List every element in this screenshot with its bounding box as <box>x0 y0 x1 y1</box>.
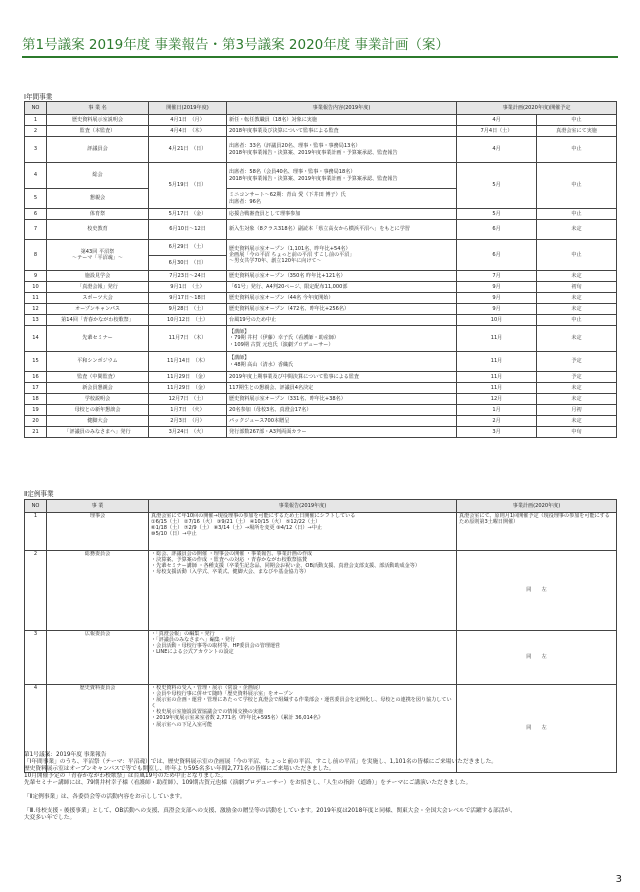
table-row <box>25 137 617 163</box>
table-row <box>25 240 617 256</box>
row-no: 21 <box>25 427 47 438</box>
report-content: 歴史資料展示室オープン（350名 昨年比+121名） <box>227 271 457 282</box>
plan-date: 9月 <box>457 293 537 304</box>
row-no: 2 <box>25 551 47 631</box>
plan-status: 中止 <box>537 209 617 220</box>
event-date: 11月7日 （木） <box>149 326 227 352</box>
table-row <box>25 383 617 394</box>
plan-content: 真澄会室にて、原則月1回開催予定（現役理事の参加を可能にするため原則第3土曜日開催） <box>457 513 617 551</box>
plan-date: 5月 <box>457 209 537 220</box>
event-name: 評議員会 <box>47 137 149 163</box>
event-name: 総務委員会 <box>47 551 149 631</box>
plan-date: 11月 <box>457 383 537 394</box>
event-date: 6月30日 （日） <box>149 256 227 271</box>
event-name: 監査（本監査） <box>47 126 149 137</box>
report-content: ミニコンサート〜62期：青山 愛（下井田 博子）氏 出席者：96名 <box>227 189 457 209</box>
event-date: 4月1日 （月） <box>149 115 227 126</box>
row-no: 20 <box>25 416 47 427</box>
event-date: 5月17日 （金） <box>149 209 227 220</box>
report-content: 歴史資料展示室オープン（44名 今年度開始） <box>227 293 457 304</box>
annual-events-table <box>24 101 617 438</box>
report-content: 【講師】 ・79期 井村（伊藤）幸子氏（看護師・助産師） ・109期 古賀 元也氏（演劇プロデューサー） <box>227 326 457 352</box>
table-row <box>25 282 617 293</box>
row-no: 9 <box>25 271 47 282</box>
row-no: 16 <box>25 372 47 383</box>
report-notes <box>24 752 616 822</box>
row-no: 19 <box>25 405 47 416</box>
event-date: 5月19日 （日） <box>149 163 227 209</box>
table-row <box>25 304 617 315</box>
event-date: 12月7日 （土） <box>149 394 227 405</box>
table-row <box>25 405 617 416</box>
event-date: 6月10日〜12日 <box>149 220 227 240</box>
event-name: 新会員懇親会 <box>47 383 149 394</box>
row-no: 4 <box>25 685 47 773</box>
event-date: 1月7日 （火） <box>149 405 227 416</box>
plan-date: 6月 <box>457 220 537 240</box>
row-no: 4 <box>25 163 47 189</box>
plan-content: 同 左 <box>457 685 617 773</box>
plan-status: 中止 <box>537 240 617 271</box>
plan-status: 中止 <box>537 315 617 326</box>
event-name: 理事会 <box>47 513 149 551</box>
col-header-report: 事業報告内容(2019年度) <box>227 102 457 115</box>
table-row <box>25 315 617 326</box>
row-no: 2 <box>25 126 47 137</box>
event-name: 歴史資料展示室説明会 <box>47 115 149 126</box>
event-date: 4月4日 （木） <box>149 126 227 137</box>
row-no: 8 <box>25 240 47 271</box>
plan-date: 5月 <box>457 163 537 209</box>
event-name: スポーツ大会 <box>47 293 149 304</box>
event-date: 2月3日 （月） <box>149 416 227 427</box>
report-content: ・「真澄会報」の編集・発行 ・「評議員のみなさまへ」編集・発行 ・会員活動・母校行事等の取材等、HP委員会の管理運営 ・LINEによる公式アカウントの設定 <box>149 631 457 685</box>
event-name: 健脚大会 <box>47 416 149 427</box>
table-row <box>25 220 617 240</box>
col-header-plan: 事業計画(2020年度) <box>457 500 617 513</box>
plan-date: 3月 <box>457 427 537 438</box>
plan-status: 未定 <box>537 326 617 352</box>
section-heading-annual: Ⅰ年間事業 <box>24 93 53 101</box>
note-line <box>24 787 616 794</box>
report-content: パックジュース700本贈呈 <box>227 416 457 427</box>
note-line: 「Ⅰ年間事業」のうち、平沼祭（テーマ：平沼魂）では、歴史資料展示室の企画展「今の平沼、ちょっと前の平沼、すこし前の平沼」を実施し、1,101名の皆様にご来場いただきました。 <box>24 759 497 765</box>
report-content: 出席者：58名（会員40名、理事・監事・事務局18名） 2018年度事業報告・決算案、2019年度事業計画・予算案承認、監査報告 <box>227 163 457 189</box>
event-name: 「評議員のみなさまへ」発行 <box>47 427 149 438</box>
table-row <box>25 209 617 220</box>
table-row <box>25 326 617 352</box>
event-date: 11月14日 （木） <box>149 352 227 372</box>
report-content: 歴史資料展示室オープン（1,101名、昨年比+54名） 企画展「今の平沼 ちょっと前の平沼 すこし前の平沼」 〜男女共学70年、創立120年に向けて〜 <box>227 240 457 271</box>
event-name: 第43回 平沼祭 〜テーマ「平沼魂」〜 <box>47 240 149 271</box>
row-no: 13 <box>25 315 47 326</box>
report-content: 出席者：33名（評議員20名、理事・監事・事務局13名） 2018年度事業報告・決算案、2019年度事業計画・予算案承認、監査報告 <box>227 137 457 163</box>
report-content: 歴史資料展示室オープン（331名、昨年比+38名） <box>227 394 457 405</box>
plan-date: 7月4日（土） <box>457 126 537 137</box>
row-no: 11 <box>25 293 47 304</box>
col-header-plan: 事業計画(2020年度)開催予定 <box>457 102 617 115</box>
table-row <box>25 293 617 304</box>
plan-date: 12月 <box>457 394 537 405</box>
report-content: 新入生対象（8クラス318名）副読本「県立高女から横浜平沼へ」をもとに学習 <box>227 220 457 240</box>
table-row <box>25 551 617 631</box>
report-content: 応援合戦審査員として理事参加 <box>227 209 457 220</box>
plan-status: 未定 <box>537 304 617 315</box>
report-content: ・校史資料の受入・管理・展示（常設・企画展） ・会員や母校行事に併せて随時「歴史資料展示室」をオープン ・展示室の企画・運営・管理にあたって学校と真澄会で組織する作業部会・運営委員会を定例化し、母校との連携を図り協力していく ・校史展示室施設設置協議会での情報交換の実施 ・2019年度展示室来室者数 2,771名（昨年比+595名）《累計 36,014名》 ・展示室への下足入室可能 <box>149 685 457 773</box>
table-row <box>25 513 617 551</box>
plan-content: 同 左 <box>457 551 617 631</box>
note-line: 10月開催予定の「青春かながわ校歌祭」は台風19号のため中止となりました。 <box>24 773 227 779</box>
row-no: 12 <box>25 304 47 315</box>
plan-status: 真澄会室にて実施 <box>537 126 617 137</box>
event-name: オープンキャンパス <box>47 304 149 315</box>
table-row <box>25 416 617 427</box>
plan-status: 初旬 <box>537 282 617 293</box>
row-no: 5 <box>25 189 47 209</box>
table-row <box>25 115 617 126</box>
plan-date: 11月 <box>457 372 537 383</box>
row-no: 7 <box>25 220 47 240</box>
plan-date: 4月 <box>457 115 537 126</box>
event-date: 11月29日 （金） <box>149 372 227 383</box>
event-date: 9月1日 （土） <box>149 282 227 293</box>
table-row <box>25 352 617 372</box>
regular-events-table <box>24 499 617 773</box>
plan-date: 6月 <box>457 240 537 271</box>
event-name: 「真澄会報」発行 <box>47 282 149 293</box>
plan-date: 9月 <box>457 304 537 315</box>
event-name: 総会 <box>47 163 149 189</box>
row-no: 1 <box>25 513 47 551</box>
plan-date: 4月 <box>457 137 537 163</box>
event-name: 体育祭 <box>47 209 149 220</box>
event-name: 校史教育 <box>47 220 149 240</box>
table-row <box>25 372 617 383</box>
section-heading-regular: Ⅱ定例事業 <box>24 490 54 498</box>
col-header-no: NO <box>25 102 47 115</box>
event-date: 11月29日 （金） <box>149 383 227 394</box>
event-date: 6月29日 （土） <box>149 240 227 256</box>
plan-status: 未定 <box>537 383 617 394</box>
table-row <box>25 163 617 189</box>
row-no: 15 <box>25 352 47 372</box>
plan-date: 11月 <box>457 326 537 352</box>
event-name: 第14回「青春かながわ校歌祭」 <box>47 315 149 326</box>
row-no: 14 <box>25 326 47 352</box>
event-date: 7月23日〜24日 <box>149 271 227 282</box>
report-content: 117期生との懇親会、評議員4名決定 <box>227 383 457 394</box>
plan-date: 10月 <box>457 315 537 326</box>
report-content: 発行部数267部・A3判両面カラー <box>227 427 457 438</box>
plan-status: 中止 <box>537 115 617 126</box>
event-name: 先輩セミナー <box>47 326 149 352</box>
col-header-report: 事業報告(2019年度) <box>149 500 457 513</box>
report-content: ・総会、評議員会の開催 ・理事会の開催 ・事業報告、事業計画の作成 ・決算案、予算案の作成 ・監査への対応 ・青春かながわ校歌祭協賛 ・先輩セミナー講師 ・各種支援（卒業生記念品、同期会お祝い金、OB活動支援、真澄会支部支援、部活動助成金等） ・母校支援活動（入学式、卒業式、健脚大会、まなびや基金協力等） <box>149 551 457 631</box>
note-line: 歴史資料展示室はオープンキャンパスで等でも開室し、昨年より595名多い年間2,771名の皆様にご来場いただきました。 <box>24 766 335 772</box>
plan-date: 7月 <box>457 271 537 282</box>
col-header-name: 事 業 <box>47 500 149 513</box>
row-no: 18 <box>25 394 47 405</box>
event-name: 歴史資料委員会 <box>47 685 149 773</box>
plan-date: 11月 <box>457 352 537 372</box>
event-date: 4月21日 （日） <box>149 137 227 163</box>
report-content: 「61号」発行、A4判20ページ、限定配布11,000部 <box>227 282 457 293</box>
note-line: 先輩セミナー講師には、79期井村幸子様（看護師・助産師）、109期古賀元也様（演劇プロデューサー）をお招きし、「人生の指針（道路）」をテーマにご講演いただきました。 <box>24 780 472 786</box>
plan-date: 1月 <box>457 405 537 416</box>
page-number: 3 <box>615 874 622 885</box>
plan-status: 未定 <box>537 394 617 405</box>
report-content: 2018年度事業及び決算について監事による監査 <box>227 126 457 137</box>
row-no: 10 <box>25 282 47 293</box>
row-no: 17 <box>25 383 47 394</box>
report-content: 2019年度上期事業及び中間決算について監事による監査 <box>227 372 457 383</box>
event-name: 広報委員会 <box>47 631 149 685</box>
table-row <box>25 126 617 137</box>
row-no: 3 <box>25 631 47 685</box>
event-name: 施設見学会 <box>47 271 149 282</box>
plan-date: 2月 <box>457 416 537 427</box>
plan-status: 中止 <box>537 137 617 163</box>
report-content: 20名参加（母校3名、真澄会17名） <box>227 405 457 416</box>
report-content: 台風19号のため中止 <box>227 315 457 326</box>
row-no: 3 <box>25 137 47 163</box>
note-line: 「Ⅲ.母校支援・後援事業」として、OB活動への支援、真澄会支部への支援、激励金の贈呈等の活動をしています。2019年度は2018年度と同様、関東大会・全国大会レベルで活躍する部活が、 <box>24 808 516 814</box>
report-content: 真澄会室にて年10回の開催→現役理事の参加を可能にするため土日開催にシフトしている ①6/15（土） ②7/16（火） ③9/21（土） ④10/15（火） ⑤12/22（土） ⑥1/18（土） ⑦2/9（土） ⑧3/14（土）→場所を変更 ⑨4/12（日）→中止 ⑩5/10（日）→中止 <box>149 513 457 551</box>
plan-content: 同 左 <box>457 631 617 685</box>
event-date: 3月24日 （火） <box>149 427 227 438</box>
report-content: 新任・転任教職員（18名）対象に実施 <box>227 115 457 126</box>
note-line <box>24 801 616 808</box>
event-date: 9月17日〜18日 <box>149 293 227 304</box>
plan-status: 中旬 <box>537 427 617 438</box>
event-name: 監査（中間監査） <box>47 372 149 383</box>
plan-status: 未定 <box>537 293 617 304</box>
note-line: 「Ⅱ定例事業」は、各委員会等の活動内容をお示ししています。 <box>24 794 186 800</box>
note-line: 大変多い年でした。 <box>24 815 76 821</box>
plan-status: 未定 <box>537 271 617 282</box>
plan-status: 未定 <box>537 416 617 427</box>
row-no: 6 <box>25 209 47 220</box>
event-date: 9月28日 （土） <box>149 304 227 315</box>
plan-status: 月初 <box>537 405 617 416</box>
plan-status: 予定 <box>537 372 617 383</box>
col-header-date: 開催日(2019年度) <box>149 102 227 115</box>
plan-date: 9月 <box>457 282 537 293</box>
row-no: 1 <box>25 115 47 126</box>
report-content: 歴史資料展示室オープン（472名、昨年比+256名） <box>227 304 457 315</box>
table-row <box>25 271 617 282</box>
event-name: 懇親会 <box>47 189 149 209</box>
note-line: 第1号議案：2019年度 事業報告 <box>24 752 107 758</box>
table-row <box>25 427 617 438</box>
plan-status: 未定 <box>537 220 617 240</box>
event-date: 10月12日 （土） <box>149 315 227 326</box>
page-title: 第1号議案 2019年度 事業報告・第3号議案 2020年度 事業計画（案） <box>22 33 618 58</box>
event-name: 学校説明会 <box>47 394 149 405</box>
event-name: 平和シンポジウム <box>47 352 149 372</box>
table-row <box>25 394 617 405</box>
table-row <box>25 631 617 685</box>
plan-status: 予定 <box>537 352 617 372</box>
event-name: 母校との新年懇談会 <box>47 405 149 416</box>
col-header-no: NO <box>25 500 47 513</box>
col-header-name: 事 業 名 <box>47 102 149 115</box>
plan-status: 中止 <box>537 163 617 209</box>
report-content: 【講師】 ・48期 高山（清水）香織氏 <box>227 352 457 372</box>
